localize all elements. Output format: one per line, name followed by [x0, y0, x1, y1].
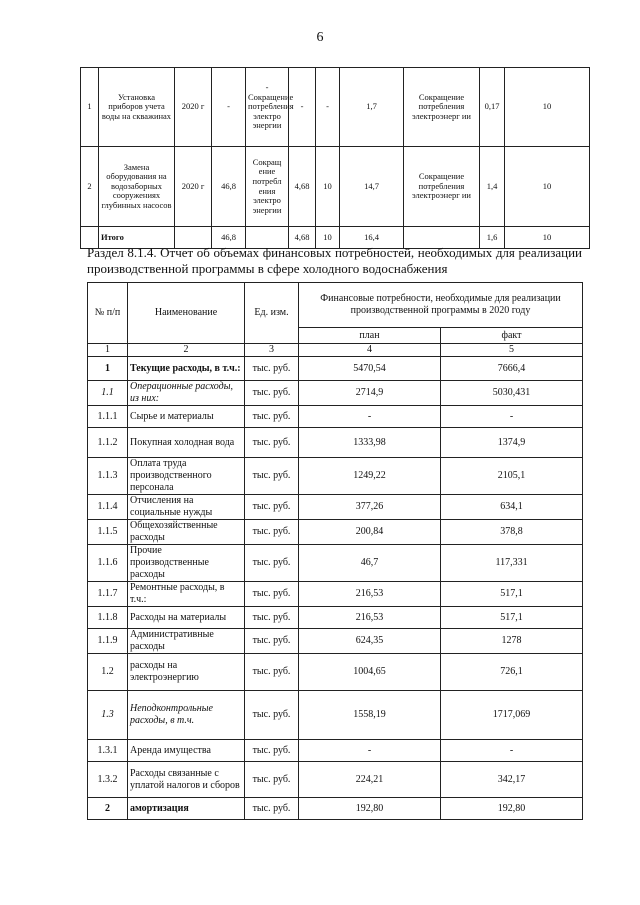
- table-row: [88, 520, 583, 545]
- row-fact: 2105,1: [441, 458, 583, 495]
- row-plan: 624,35: [299, 629, 441, 654]
- section-heading: Раздел 8.1.4. Отчет об объемах финансовых потребностей, необходимых для реализации производственной программы в сфере холодного водоснабжения: [87, 245, 582, 276]
- row-unit: тыс. руб.: [245, 545, 299, 582]
- row-unit: тыс. руб.: [245, 428, 299, 458]
- row-num: 1.1.2: [88, 428, 128, 458]
- row-name: амортизация: [128, 798, 245, 820]
- row-num: 1.1.7: [88, 582, 128, 607]
- cell: Сокращение потребления электроэнерг ии: [404, 68, 480, 147]
- cell: 10: [316, 227, 340, 249]
- row-fact: 726,1: [441, 654, 583, 691]
- total-label: Итого: [99, 227, 175, 249]
- row-plan: 192,80: [299, 798, 441, 820]
- row-fact: -: [441, 740, 583, 762]
- row-name: Покупная холодная вода: [128, 428, 245, 458]
- cell: -: [289, 68, 316, 147]
- row-unit: тыс. руб.: [245, 520, 299, 545]
- row-fact: 634,1: [441, 495, 583, 520]
- row-name: Неподконтрольные расходы, в т.ч.: [128, 691, 245, 740]
- table-row: [88, 740, 583, 762]
- col-number: 3: [245, 344, 299, 357]
- table-row: [88, 545, 583, 582]
- page-number: 6: [316, 30, 324, 45]
- row-name: Расходы на материалы: [128, 607, 245, 629]
- row-plan: 224,21: [299, 762, 441, 798]
- row-num: 1.1.9: [88, 629, 128, 654]
- row-num: 1.1: [88, 381, 128, 406]
- row-unit: тыс. руб.: [245, 762, 299, 798]
- col-number: 4: [299, 344, 441, 357]
- row-name: Отчисления на социальные нужды: [128, 495, 245, 520]
- row-num: 1.1.5: [88, 520, 128, 545]
- row-unit: тыс. руб.: [245, 629, 299, 654]
- cell: 2020 г: [175, 147, 212, 227]
- header-fin: Финансовые потребности, необходимые для реализации производственной программы в 2020 году: [299, 283, 583, 328]
- cell: Сокращение потребления электроэнерг ии: [404, 147, 480, 227]
- row-num: 1.1.3: [88, 458, 128, 495]
- row-fact: 1278: [441, 629, 583, 654]
- row-unit: тыс. руб.: [245, 458, 299, 495]
- cell: Сокращ ение потребл ения электро энергии: [246, 147, 289, 227]
- row-num: 1.1.6: [88, 545, 128, 582]
- table-row: [88, 406, 583, 428]
- row-fact: 117,331: [441, 545, 583, 582]
- row-unit: тыс. руб.: [245, 607, 299, 629]
- row-fact: 378,8: [441, 520, 583, 545]
- table-row: [88, 495, 583, 520]
- cell: 1: [81, 68, 99, 147]
- row-num: 1.3.1: [88, 740, 128, 762]
- row-name: Ремонтные расходы, в т.ч.:: [128, 582, 245, 607]
- row-name: Общехозяйственные расходы: [128, 520, 245, 545]
- row-unit: тыс. руб.: [245, 495, 299, 520]
- row-num: 2: [88, 798, 128, 820]
- row-fact: 517,1: [441, 582, 583, 607]
- cell: 4,68: [289, 227, 316, 249]
- row-fact: 192,80: [441, 798, 583, 820]
- row-fact: -: [441, 406, 583, 428]
- row-name: Расходы связанные с уплатой налогов и сборов: [128, 762, 245, 798]
- cell: 0,17: [480, 68, 505, 147]
- table-row: [88, 607, 583, 629]
- cell: 46,8: [212, 147, 246, 227]
- row-plan: -: [299, 740, 441, 762]
- row-num: 1.2: [88, 654, 128, 691]
- table-row: [88, 629, 583, 654]
- row-unit: тыс. руб.: [245, 406, 299, 428]
- row-plan: 1558,19: [299, 691, 441, 740]
- cell: 4,68: [289, 147, 316, 227]
- row-plan: 377,26: [299, 495, 441, 520]
- col-number: 1: [88, 344, 128, 357]
- row-name: Административные расходы: [128, 629, 245, 654]
- table-row: [88, 654, 583, 691]
- header-row: [88, 283, 583, 328]
- table-row: [88, 381, 583, 406]
- row-name: Оплата труда производственного персонала: [128, 458, 245, 495]
- row-plan: 216,53: [299, 582, 441, 607]
- row-fact: 1374,9: [441, 428, 583, 458]
- col-number: 5: [441, 344, 583, 357]
- cell: 1,4: [480, 147, 505, 227]
- row-num: 1.3: [88, 691, 128, 740]
- table-row: [88, 798, 583, 820]
- row-name: расходы на электроэнергию: [128, 654, 245, 691]
- row-num: 1.1.4: [88, 495, 128, 520]
- table-row: [88, 582, 583, 607]
- table-row: [88, 357, 583, 381]
- header-plan: план: [299, 328, 441, 344]
- header-unit: Ед. изм.: [245, 283, 299, 344]
- cell: 10: [505, 68, 590, 147]
- cell: 1,7: [340, 68, 404, 147]
- cell: 1,6: [480, 227, 505, 249]
- table-row: [81, 68, 590, 147]
- row-unit: тыс. руб.: [245, 740, 299, 762]
- row-plan: 1333,98: [299, 428, 441, 458]
- cell: 10: [316, 147, 340, 227]
- row-unit: тыс. руб.: [245, 582, 299, 607]
- cell: -: [212, 68, 246, 147]
- row-name: Аренда имущества: [128, 740, 245, 762]
- table-row: [88, 458, 583, 495]
- row-unit: тыс. руб.: [245, 798, 299, 820]
- row-num: 1.1.8: [88, 607, 128, 629]
- row-plan: -: [299, 406, 441, 428]
- cell: Замена оборудования на водозаборных сооружениях глубинных насосов: [99, 147, 175, 227]
- table-row: [88, 428, 583, 458]
- cell: 2: [81, 147, 99, 227]
- header-fact: факт: [441, 328, 583, 344]
- measures-table: [80, 67, 590, 249]
- cell: 2020 г: [175, 68, 212, 147]
- cell: Установка приборов учета воды на скважинах: [99, 68, 175, 147]
- financial-needs-table: [87, 282, 583, 820]
- cell: 46,8: [212, 227, 246, 249]
- row-fact: 1717,069: [441, 691, 583, 740]
- row-fact: 342,17: [441, 762, 583, 798]
- row-name: Операционные расходы, из них:: [128, 381, 245, 406]
- row-num: 1.1.1: [88, 406, 128, 428]
- row-unit: тыс. руб.: [245, 381, 299, 406]
- row-num: 1.3.2: [88, 762, 128, 798]
- row-num: 1: [88, 357, 128, 381]
- row-fact: 517,1: [441, 607, 583, 629]
- row-name: Текущие расходы, в т.ч.:: [128, 357, 245, 381]
- table-row: [81, 147, 590, 227]
- cell: -: [316, 68, 340, 147]
- row-fact: 5030,431: [441, 381, 583, 406]
- row-fact: 7666,4: [441, 357, 583, 381]
- row-plan: 5470,54: [299, 357, 441, 381]
- header-name: Наименование: [128, 283, 245, 344]
- row-plan: 216,53: [299, 607, 441, 629]
- row-plan: 46,7: [299, 545, 441, 582]
- row-unit: тыс. руб.: [245, 654, 299, 691]
- row-name: Сырье и материалы: [128, 406, 245, 428]
- cell: - Сокращение потребления электро энергии: [246, 68, 289, 147]
- cell: 16,4: [340, 227, 404, 249]
- cell: 14,7: [340, 147, 404, 227]
- row-plan: 1004,65: [299, 654, 441, 691]
- row-plan: 200,84: [299, 520, 441, 545]
- table-row: [88, 691, 583, 740]
- col-number: 2: [128, 344, 245, 357]
- header-num: № п/п: [88, 283, 128, 344]
- row-unit: тыс. руб.: [245, 357, 299, 381]
- table-row: [88, 762, 583, 798]
- column-numbers-row: [88, 344, 583, 357]
- row-name: Прочие производственные расходы: [128, 545, 245, 582]
- row-plan: 2714,9: [299, 381, 441, 406]
- row-plan: 1249,22: [299, 458, 441, 495]
- cell: 10: [505, 147, 590, 227]
- row-unit: тыс. руб.: [245, 691, 299, 740]
- cell: 10: [505, 227, 590, 249]
